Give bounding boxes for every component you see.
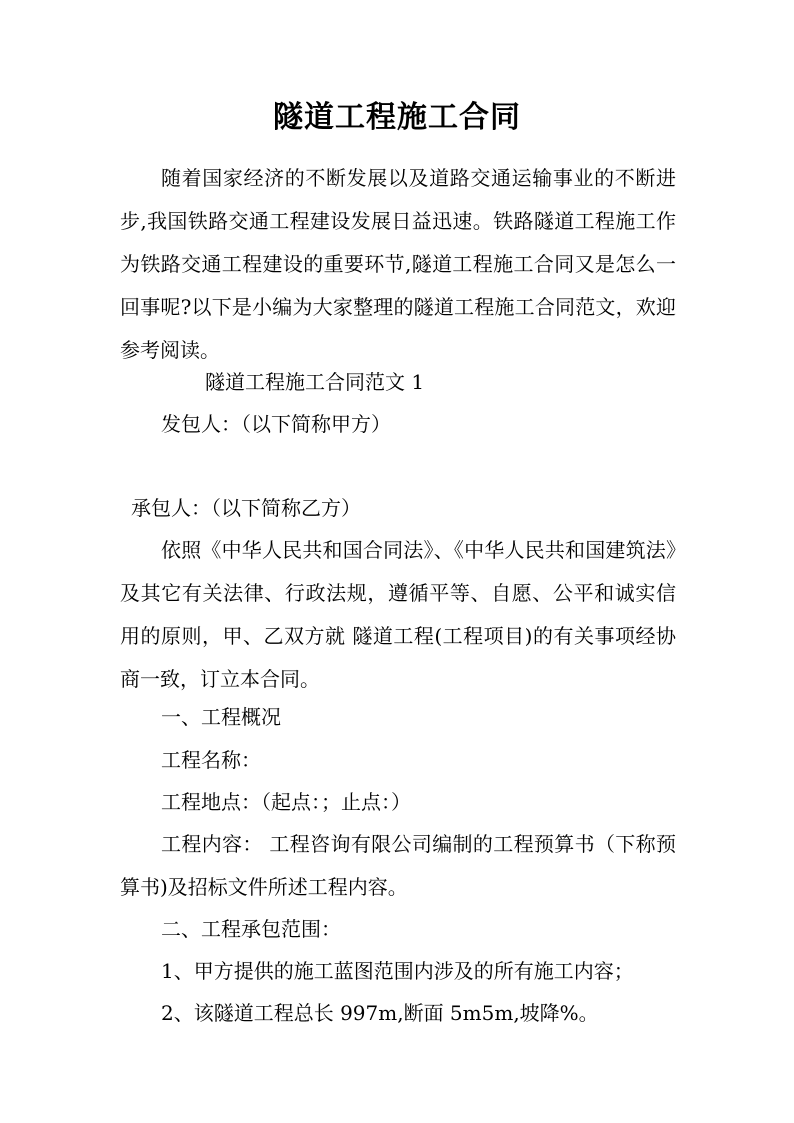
section2-heading: 二、工程承包范围： xyxy=(161,917,341,941)
intro-paragraph: 随着国家经济的不断发展以及道路交通运输事业的不断进步,我国铁路交通工程建设发展日益迅速。铁路隧道工程施工作为铁路交通工程建设的重要环节,隧道工程施工合同又是怎么一回事呢?以下是小编为大家整理的隧道工程施工合同范文，欢迎参考阅读。 xyxy=(120,166,676,362)
project-location-line: 工程地点：（起点：；止点：） xyxy=(161,790,411,814)
project-name-line: 工程名称： xyxy=(161,748,261,772)
project-content-paragraph: 工程内容： 工程咨询有限公司编制的工程预算书（下称预算书)及招标文件所述工程内容。 xyxy=(120,832,676,899)
basis-paragraph: 依照《中华人民共和国合同法》、《中华人民共和国建筑法》及其它有关法律、行政法规，遵循平等、自愿、公平和诚实信用的原则，甲、乙双方就 隧道工程(工程项目)的有关事项经协商一致，订立本合同。 xyxy=(120,538,676,691)
scope-item-1: 1、甲方提供的施工蓝图范围内涉及的所有施工内容； xyxy=(161,959,634,983)
document-title: 隧道工程施工合同 xyxy=(273,100,521,135)
section1-heading: 一、工程概况 xyxy=(161,705,281,729)
party-b-line: 承包人：（以下简称乙方） xyxy=(131,496,361,520)
scope-item-2: 2、该隧道工程总长 997m,断面 5m5m,坡降%。 xyxy=(161,1001,599,1025)
party-a-line: 发包人：（以下简称甲方） xyxy=(161,412,391,436)
sample-heading: 隧道工程施工合同范文 1 xyxy=(205,370,425,394)
